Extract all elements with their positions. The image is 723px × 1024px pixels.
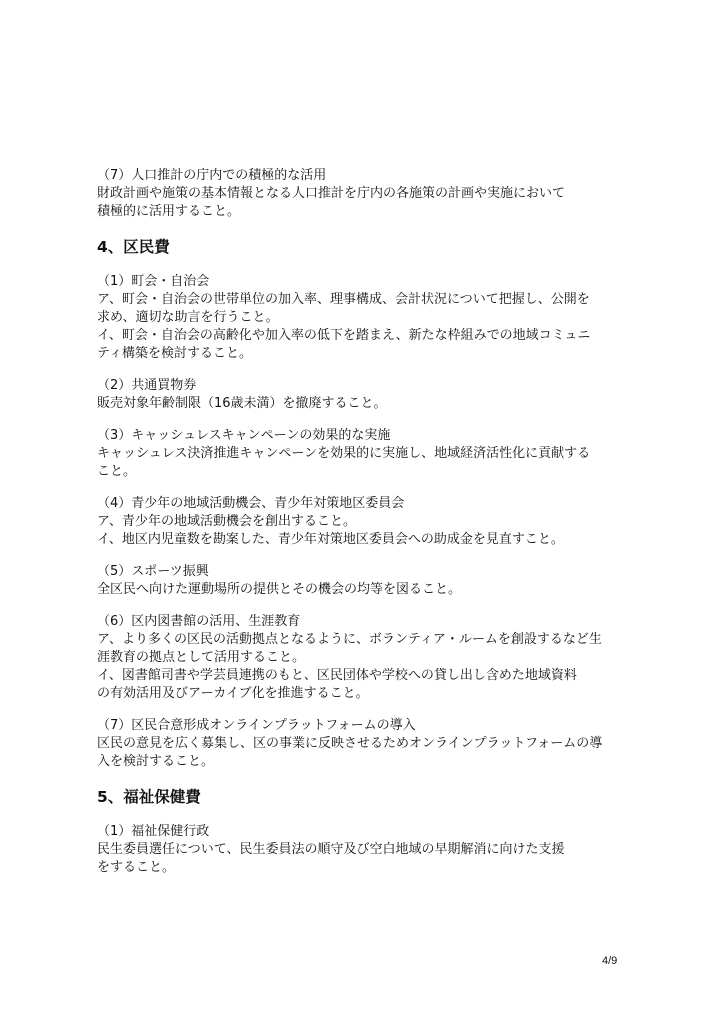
paragraph-line: 全区民へ向けた運動場所の提供とその機会の均等を図ること。 xyxy=(97,582,462,597)
paragraph-line: ティ構築を検討すること。 xyxy=(97,346,252,361)
paragraph-line: ア、青少年の地域活動機会を創出すること。 xyxy=(97,514,356,529)
paragraph-line: キャッシュレス決済推進キャンペーンを効果的に実施し、地域経済活性化に貢献する xyxy=(97,446,591,461)
paragraph-line: 入を検討すること。 xyxy=(97,754,215,769)
paragraph-line: イ、町会・自治会の高齢化や加入率の低下を踏まえ、新たな枠組みでの地域コミュニ xyxy=(97,328,591,343)
subsection-heading: （4）青少年の地域活動機会、青少年対策地区委員会 xyxy=(97,496,405,511)
subsection-heading: （5）スポーツ振興 xyxy=(97,564,209,579)
section-title: 5、福祉保健費 xyxy=(97,788,201,806)
paragraph-line: の有効活用及びアーカイブ化を推進すること。 xyxy=(97,686,369,701)
paragraph-line: 積極的に活用すること。 xyxy=(97,204,241,219)
subsection-heading: （3）キャッシュレスキャンペーンの効果的な実施 xyxy=(97,428,391,443)
page-number: 4/9 xyxy=(602,955,618,967)
paragraph-line: 財政計画や施策の基本情報となる人口推計を庁内の各施策の計画や実施において xyxy=(97,186,566,201)
subsection-heading: （7）区民合意形成オンラインプラットフォームの導入 xyxy=(97,718,416,733)
paragraph-line: 販売対象年齢制限（16歳未満）を撤廃すること。 xyxy=(97,396,387,411)
paragraph-line: ア、町会・自治会の世帯単位の加入率、理事構成、会計状況について把握し、公開を xyxy=(97,292,590,307)
subsection-heading: （7）人口推計の庁内での積極的な活用 xyxy=(97,168,327,183)
document-page xyxy=(97,167,627,877)
section-title: 4、区民費 xyxy=(97,238,170,256)
subsection-heading: （2）共通買物券 xyxy=(97,378,197,393)
paragraph-line: 涯教育の拠点として活用すること。 xyxy=(97,650,306,665)
paragraph-line: をすること。 xyxy=(97,860,176,875)
paragraph-line: 民生委員選任について、民生委員法の順守及び空白地域の早期解消に向けた支援 xyxy=(97,842,565,857)
paragraph-line: 求め、適切な助言を行うこと。 xyxy=(97,310,279,325)
paragraph-line: イ、地区内児童数を勘案した、青少年対策地区委員会への助成金を見直すこと。 xyxy=(97,532,564,547)
subsection-heading: （1）町会・自治会 xyxy=(97,274,210,289)
paragraph-line: イ、図書館司書や学芸員連携のもと、区民団体や学校への貸し出し含めた地域資料 xyxy=(97,668,577,683)
paragraph-line: 区民の意見を広く募集し、区の事業に反映させるためオンラインプラットフォームの導 xyxy=(97,736,603,751)
paragraph-line: ア、より多くの区民の活動拠点となるように、ボランティア・ルームを創設するなど生 xyxy=(97,632,602,647)
subsection-heading: （6）区内図書館の活用、生涯教育 xyxy=(97,614,301,629)
subsection-heading: （1）福祉保健行政 xyxy=(97,824,210,839)
paragraph-line: こと。 xyxy=(97,464,137,479)
